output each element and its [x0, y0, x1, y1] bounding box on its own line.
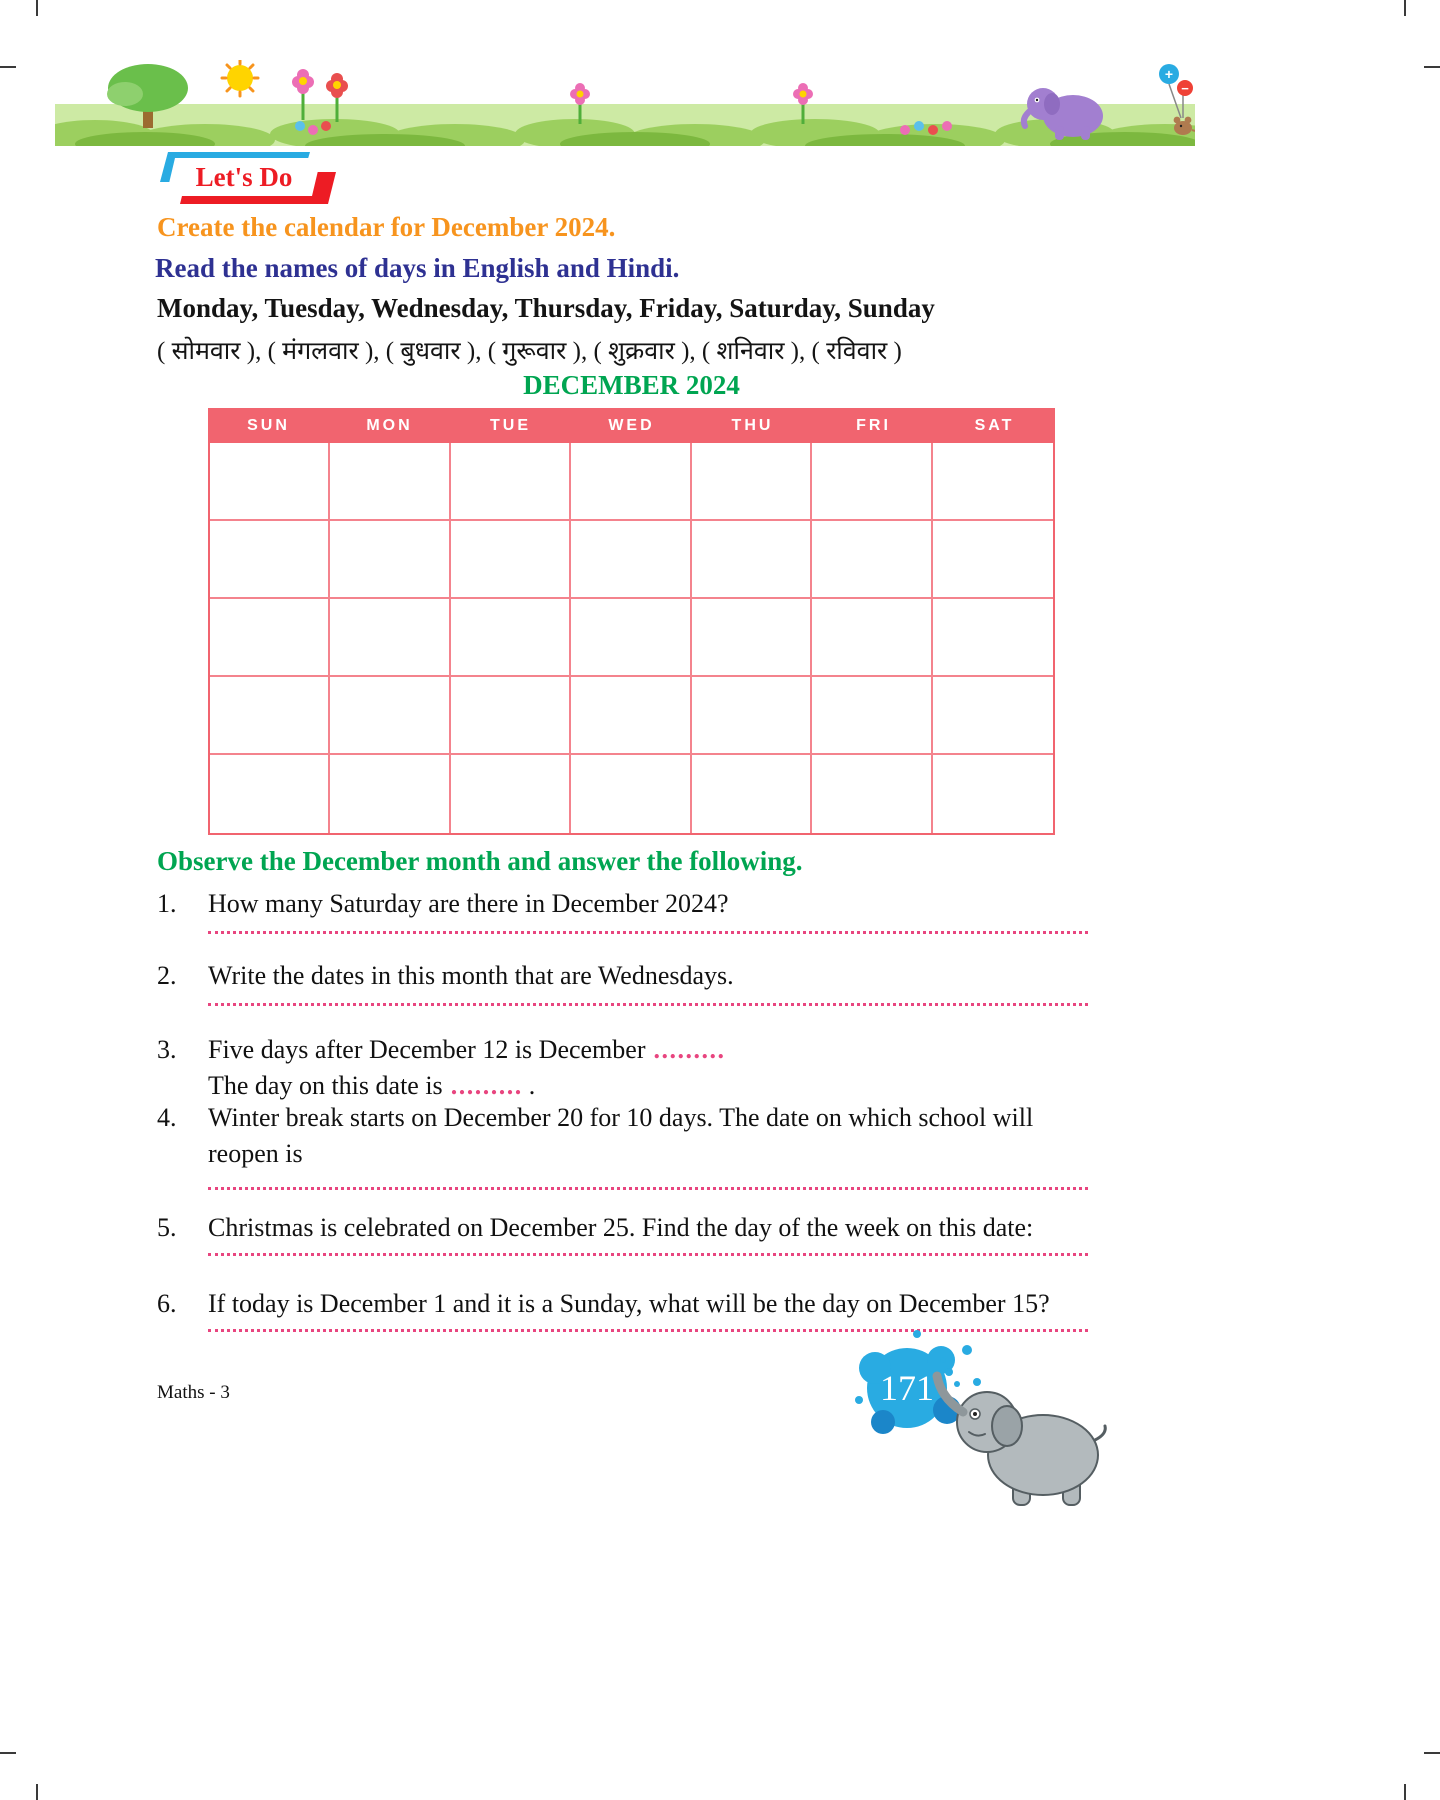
sun-icon	[222, 60, 258, 96]
question-number: 2.	[157, 961, 177, 990]
question-3	[157, 1032, 1105, 1068]
question-6	[157, 1286, 1105, 1322]
question-text: Christmas is celebrated on December 25. Find the day of the week on this date:	[208, 1213, 1034, 1242]
answer-line	[208, 998, 1088, 1006]
question-3-line2	[157, 1068, 1105, 1104]
crop-mark	[1404, 1784, 1406, 1800]
page-number-mascot	[845, 1330, 1125, 1520]
crop-mark	[1424, 1752, 1440, 1754]
calendar-cell	[451, 521, 571, 599]
calendar-grid	[208, 443, 1055, 835]
calendar-cell	[210, 677, 330, 755]
calendar-cell	[330, 755, 450, 833]
calendar-cell	[330, 521, 450, 599]
heading-read-days: Read the names of days in English and Hindi.	[155, 253, 680, 283]
crop-mark	[36, 1784, 38, 1800]
balloon-minus-symbol: −	[1181, 81, 1189, 96]
days-hindi: ( सोमवार ), ( मंगलवार ), ( बुधवार ), ( गुरूवार ), ( शुक्रवार ), ( शनिवार ), ( रविवार )	[157, 338, 902, 365]
calendar-cell	[210, 521, 330, 599]
calendar-cell	[692, 755, 812, 833]
crop-mark	[0, 1752, 16, 1754]
calendar-header-row	[208, 408, 1055, 443]
question-text	[208, 1032, 1105, 1068]
header-banner-illustration	[55, 60, 1195, 146]
calendar-cell	[692, 677, 812, 755]
calendar-cell	[812, 677, 932, 755]
calendar-cell	[933, 521, 1053, 599]
question-5	[157, 1210, 1105, 1246]
day-header-thu: THU	[731, 416, 774, 434]
calendar-cell	[933, 755, 1053, 833]
elephant-mascot	[937, 1357, 1105, 1505]
calendar-cell	[571, 521, 691, 599]
day-header-sun: SUN	[247, 416, 290, 434]
calendar-cell	[330, 599, 450, 677]
day-header-tue: TUE	[490, 416, 531, 434]
calendar-cell	[933, 599, 1053, 677]
calendar-cell	[210, 755, 330, 833]
question-text: Write the dates in this month that are Wednesdays.	[208, 961, 734, 990]
footer-book-title: Maths - 3	[157, 1382, 230, 1403]
answer-line	[208, 926, 1088, 934]
answer-line	[208, 1182, 1088, 1190]
calendar-cell	[692, 599, 812, 677]
calendar-cell	[692, 521, 812, 599]
question-number: 1.	[157, 889, 177, 918]
calendar	[208, 408, 1055, 835]
question-text: How many Saturday are there in December 2024?	[208, 889, 729, 918]
crop-mark	[0, 66, 16, 68]
calendar-cell	[571, 443, 691, 521]
crop-mark	[1404, 0, 1406, 16]
exercise-heading: Observe the December month and answer the following.	[157, 846, 803, 876]
day-header-wed: WED	[608, 416, 655, 434]
calendar-cell	[451, 443, 571, 521]
question-2	[157, 958, 1105, 994]
inline-answer-dots: .........	[653, 1035, 726, 1064]
calendar-cell	[330, 443, 450, 521]
calendar-cell	[933, 443, 1053, 521]
day-header-sat: SAT	[974, 416, 1015, 434]
question-text: If today is December 1 and it is a Sunday, what will be the day on December 15?	[208, 1289, 1050, 1318]
question-number: 3.	[157, 1035, 177, 1064]
calendar-cell	[451, 677, 571, 755]
calendar-cell	[571, 599, 691, 677]
days-english: Monday, Tuesday, Wednesday, Thursday, Friday, Saturday, Sunday	[157, 293, 935, 323]
heading-create-calendar: Create the calendar for December 2024.	[157, 212, 616, 242]
question-1	[157, 886, 1105, 922]
calendar-cell	[812, 599, 932, 677]
question-4	[157, 1100, 1105, 1172]
inline-answer-dots: .........	[450, 1071, 523, 1100]
calendar-cell	[571, 755, 691, 833]
calendar-cell	[692, 443, 812, 521]
page-number: 171	[880, 1368, 934, 1408]
lets-do-badge	[158, 150, 338, 206]
calendar-cell	[812, 755, 932, 833]
day-header-mon: MON	[366, 416, 413, 434]
calendar-cell	[330, 677, 450, 755]
question-text	[208, 1068, 1105, 1104]
calendar-cell	[210, 599, 330, 677]
lets-do-label: Let's Do	[195, 162, 293, 192]
calendar-cell	[571, 677, 691, 755]
sentence-period: .	[528, 1071, 536, 1100]
question-number: 6.	[157, 1289, 177, 1318]
calendar-title: DECEMBER 2024	[523, 370, 740, 400]
balloon-plus-symbol: +	[1164, 66, 1174, 82]
day-header-fri: FRI	[856, 416, 891, 434]
calendar-cell	[451, 599, 571, 677]
calendar-cell	[933, 677, 1053, 755]
question-text: Winter break starts on December 20 for 10 days. The date on which school will reopen is	[208, 1103, 1034, 1168]
calendar-cell	[451, 755, 571, 833]
question-text-part: The day on this date is	[208, 1071, 443, 1100]
answer-line	[208, 1248, 1088, 1256]
question-number: 5.	[157, 1213, 177, 1242]
question-text-part: Five days after December 12 is December	[208, 1035, 646, 1064]
crop-mark	[36, 0, 38, 16]
calendar-cell	[812, 521, 932, 599]
question-number: 4.	[157, 1103, 177, 1132]
crop-mark	[1424, 66, 1440, 68]
calendar-cell	[210, 443, 330, 521]
calendar-cell	[812, 443, 932, 521]
